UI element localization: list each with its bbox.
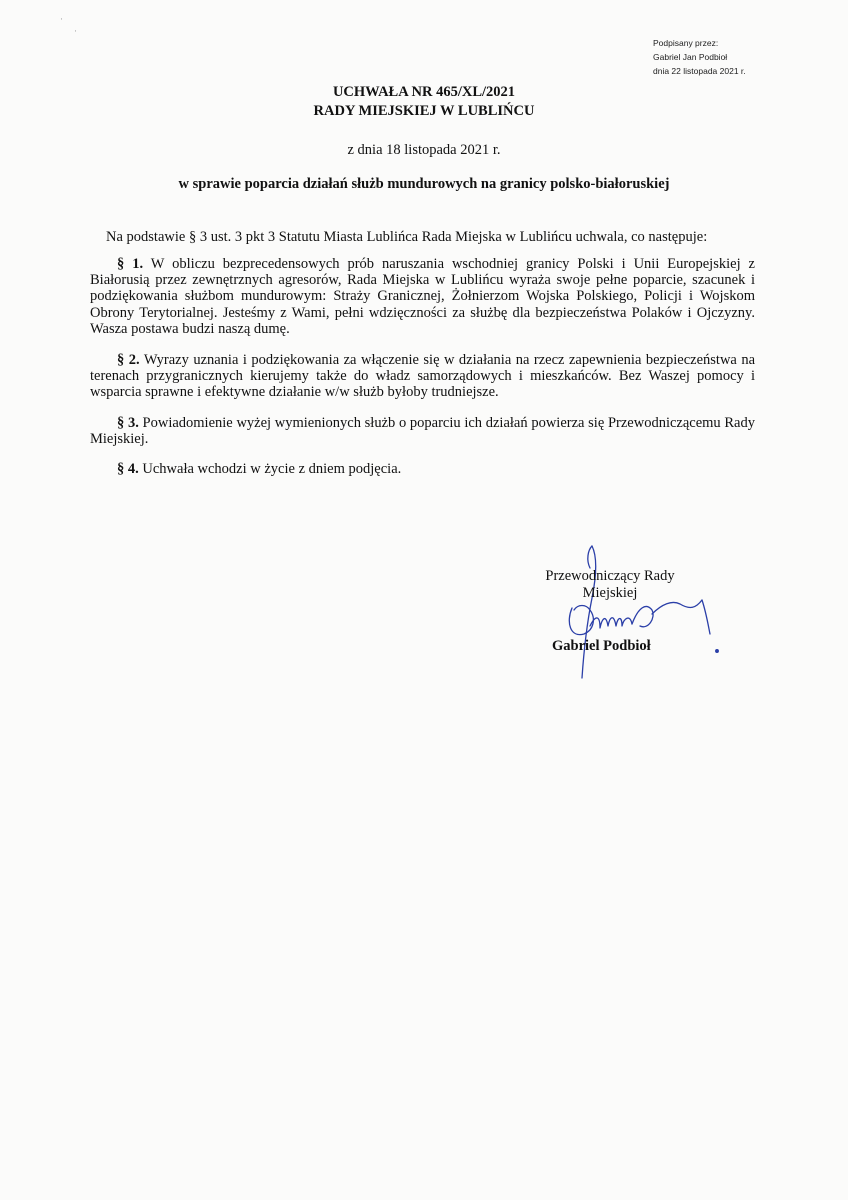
scan-speck: · bbox=[74, 26, 77, 36]
paragraph-2 bbox=[90, 352, 755, 401]
signatory-name: Gabriel Podbioł bbox=[552, 638, 651, 654]
paragraph-text: Uchwała wchodzi w życie z dniem podjęcia. bbox=[138, 461, 402, 477]
resolution-subject: w sprawie poparcia działań służb mundurowych na granicy polsko-białoruskiej bbox=[178, 176, 670, 192]
paragraph-label: § 4. bbox=[117, 461, 139, 477]
paragraph-label: § 3. bbox=[117, 415, 139, 431]
resolution-date: z dnia 18 listopada 2021 r. bbox=[347, 142, 501, 158]
digital-signature-stamp bbox=[653, 36, 746, 78]
stamp-line: Gabriel Jan Podbioł bbox=[653, 52, 728, 62]
title-line-2: RADY MIEJSKIEJ W LUBLIŃCU bbox=[313, 103, 535, 119]
paragraph-4 bbox=[90, 461, 755, 477]
stamp-line: Podpisany przez: bbox=[653, 38, 719, 48]
paragraph-text: Wyrazy uznania i podziękowania za włączenie się w działania na rzecz zapewnienia bezpieczeństwa na terenach przygranicznych kierujemy także do władz samorządowych i mieszkańców. Bez Waszej pomocy i wsparcia sprawne i efektywne działanie w/w służb byłoby trudniejsze. bbox=[90, 352, 756, 401]
paragraph-label: § 2. bbox=[117, 352, 140, 368]
handwritten-signature bbox=[560, 538, 730, 688]
stamp-line: dnia 22 listopada 2021 r. bbox=[653, 66, 746, 76]
paragraph-text: W obliczu bezprecedensowych prób naruszania wschodniej granicy Polski i Unii Europejskiej z Białorusią przez zewnętrznych agresorów, Rada Miejska w Lublińcu wyraża swoje pełne poparcie, szacunek i podziękowania służbom mundurowym: Straży Granicznej, Żołnierzom Wojska Polskiego, Policji i Wojskom Obrony Terytorialnej. Jesteśmy z Wami, pełni wdzięczności za służbę dla bezpieczeństwa Polaków i Ojczyzny. Wasza postawa budzi naszą dumę. bbox=[90, 256, 755, 337]
paragraph-text: Powiadomienie wyżej wymienionych służb o poparciu ich działań powierza się Przewodniczącemu Rady Miejskiej. bbox=[90, 415, 755, 448]
scan-speck: · bbox=[60, 14, 63, 24]
paragraph-3 bbox=[90, 415, 755, 447]
title-line-1: UCHWAŁA NR 465/XL/2021 bbox=[332, 84, 516, 100]
resolution-title bbox=[0, 83, 848, 121]
legal-basis-intro: Na podstawie § 3 ust. 3 pkt 3 Statutu Miasta Lublińca Rada Miejska w Lublińcu uchwala, co następuje: bbox=[106, 229, 708, 245]
signatory-title: Przewodniczący Rady Miejskiej bbox=[545, 568, 675, 601]
paragraph-1 bbox=[90, 256, 755, 337]
paragraph-label: § 1. bbox=[117, 256, 144, 272]
